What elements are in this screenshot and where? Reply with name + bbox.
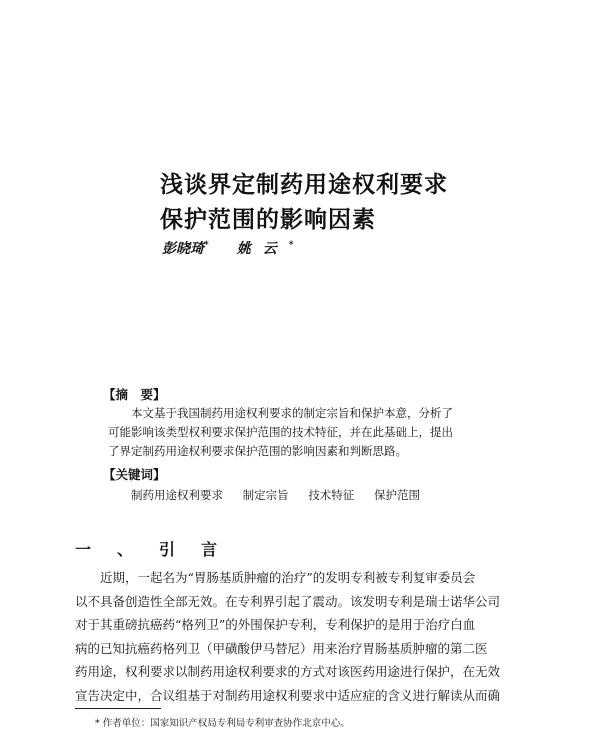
body-line: 对于其重磅抗癌药“格列卫”的外围保护专利，专利保护的是用于治疗白血	[75, 617, 476, 632]
footnote-author-affiliation: * 作者单位：国家知识产权局专利局专利审查协作北京中心。	[95, 718, 350, 729]
body-line: 以不具备创造性全部无效。在专利界引起了震动。该发明专利是瑞士诺华公司	[75, 593, 501, 609]
keywords-heading: 【关键词】	[103, 467, 166, 482]
keyword-item: 制定宗旨	[242, 488, 289, 502]
abstract-heading: 【摘 要】	[103, 387, 166, 402]
body-line: 病的已知抗癌药格列卫（甲磺酸伊马替尼）用来治疗胃肠基质肿瘤的第二医	[75, 640, 488, 656]
section-title: 引言	[159, 540, 244, 559]
body-paragraph	[75, 566, 545, 707]
keyword-item: 保护范围	[373, 488, 420, 502]
keyword-item: 制药用途权利要求	[131, 488, 223, 502]
author-line	[162, 238, 293, 258]
abstract-line: 可能影响该类型权利要求保护范围的技术特征，并在此基础上，提出	[108, 425, 453, 439]
footnote-divider	[75, 708, 161, 709]
abstract-line: 了界定制药用途权利要求保护范围的影响因素和判断思路。	[108, 444, 407, 458]
author-2-footnote-mark: *	[288, 240, 294, 251]
article-title	[160, 168, 448, 238]
body-line: 药用途，权利要求以制药用途权利要求的方式对该医药用途进行保护，在无效	[75, 664, 501, 679]
author-name-2: 姚云	[236, 241, 289, 257]
title-line-2: 保护范围的影响因素	[160, 207, 376, 233]
title-line-1: 浅谈界定制药用途权利要求	[160, 172, 448, 198]
author-name-1: 彭晓琦	[162, 241, 204, 257]
body-line: 宣告决定中，合议组基于对制药用途权利要求中适应症的含义进行解读从而确	[75, 687, 501, 703]
body-line: 近期，一起名为“胃肠基质肿瘤的治疗”的发明专利被专利复审委员会	[100, 570, 476, 585]
keyword-list	[131, 487, 436, 503]
section-number: 一、	[75, 540, 160, 559]
author-1-footnote-mark: *	[204, 240, 209, 251]
keyword-item: 技术特征	[308, 488, 355, 502]
section-heading	[75, 537, 243, 560]
abstract-text	[108, 404, 508, 461]
abstract-line: 本文基于我国制药用途权利要求的制定宗旨和保护本意，分析了	[131, 406, 453, 420]
